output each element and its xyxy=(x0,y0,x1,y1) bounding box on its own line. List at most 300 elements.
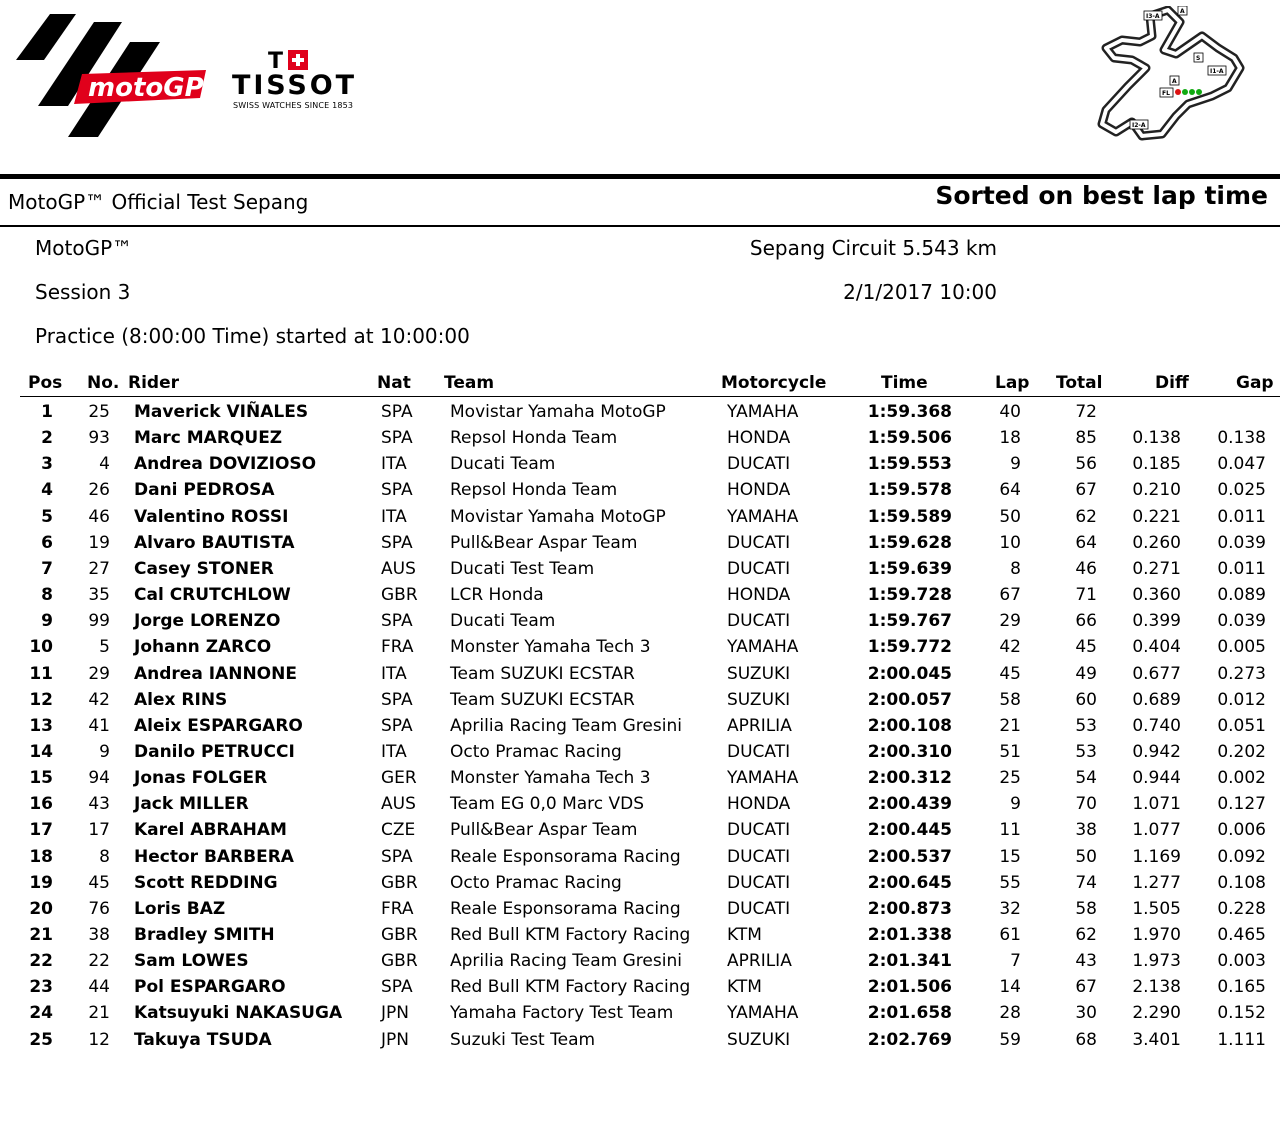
cell-no: 42 xyxy=(88,689,110,710)
cell-diff: 1.970 xyxy=(1132,925,1181,945)
cell-rider: Karel ABRAHAM xyxy=(134,820,287,841)
cell-motorcycle: YAMAHA xyxy=(727,1003,799,1024)
cell-motorcycle: KTM xyxy=(727,925,762,945)
cell-pos: 22 xyxy=(29,951,53,972)
cell-diff: 0.404 xyxy=(1132,637,1181,658)
cell-motorcycle: SUZUKI xyxy=(727,663,791,684)
table-row xyxy=(0,400,1280,426)
cell-time: 1:59.767 xyxy=(867,611,952,632)
cell-team: Monster Yamaha Tech 3 xyxy=(450,768,651,789)
sort-title: Sorted on best lap time xyxy=(935,181,1268,210)
cell-team: Team SUZUKI ECSTAR xyxy=(450,689,635,710)
cell-diff: 0.210 xyxy=(1132,480,1181,501)
cell-diff: 1.505 xyxy=(1132,898,1181,919)
track-map-label: I3-A xyxy=(1146,13,1160,20)
table-row xyxy=(0,426,1280,452)
cell-rider: Valentino ROSSI xyxy=(134,506,289,527)
cell-total: 70 xyxy=(1075,794,1097,815)
cell-no: 26 xyxy=(88,480,110,501)
cell-nat: SPA xyxy=(381,532,413,553)
table-row xyxy=(0,845,1280,871)
cell-lap: 7 xyxy=(1010,951,1021,972)
title-rule xyxy=(0,225,1280,227)
track-map-label: A xyxy=(1180,8,1185,15)
cell-total: 67 xyxy=(1075,480,1097,501)
cell-time: 2:01.341 xyxy=(867,951,952,972)
cell-motorcycle: HONDA xyxy=(727,480,791,501)
cell-time: 1:59.728 xyxy=(867,585,952,606)
cell-rider: Katsuyuki NAKASUGA xyxy=(134,1003,343,1024)
cell-motorcycle: YAMAHA xyxy=(727,637,799,658)
cell-team: Red Bull KTM Factory Racing xyxy=(450,925,691,945)
cell-team: Red Bull KTM Factory Racing xyxy=(450,977,691,998)
cell-diff: 0.221 xyxy=(1132,506,1181,527)
cell-pos: 11 xyxy=(29,663,53,684)
cell-gap: 0.039 xyxy=(1217,532,1266,553)
cell-gap: 0.273 xyxy=(1217,663,1266,684)
cell-total: 85 xyxy=(1075,428,1097,449)
col-diff: Diff xyxy=(1155,373,1189,393)
cell-time: 2:01.506 xyxy=(867,977,952,998)
cell-diff: 1.071 xyxy=(1132,794,1181,815)
cell-team: Ducati Test Team xyxy=(450,558,595,579)
cell-pos: 15 xyxy=(29,768,53,789)
cell-team: Team EG 0,0 Marc VDS xyxy=(450,794,645,815)
col-lap: Lap xyxy=(995,373,1030,393)
cell-pos: 7 xyxy=(41,558,53,579)
cell-rider: Hector BARBERA xyxy=(134,846,294,867)
cell-total: 49 xyxy=(1075,663,1097,684)
tissot-logo xyxy=(232,46,356,112)
cell-team: Pull&Bear Aspar Team xyxy=(450,532,638,553)
cell-total: 67 xyxy=(1075,977,1097,998)
cell-gap: 0.025 xyxy=(1217,480,1266,501)
cell-lap: 55 xyxy=(999,872,1021,893)
cell-gap: 0.006 xyxy=(1217,820,1266,841)
cell-pos: 25 xyxy=(29,1029,53,1050)
header-rule xyxy=(0,174,1280,179)
cell-motorcycle: DUCATI xyxy=(727,820,791,841)
col-team: Team xyxy=(444,373,495,393)
cell-lap: 9 xyxy=(1010,454,1021,475)
cell-total: 53 xyxy=(1075,715,1097,736)
cell-lap: 18 xyxy=(999,428,1021,449)
cell-pos: 1 xyxy=(41,402,53,422)
track-map-label: FL xyxy=(1162,90,1170,97)
cell-nat: GBR xyxy=(381,925,418,945)
cell-lap: 32 xyxy=(999,898,1021,919)
cell-pos: 6 xyxy=(41,532,53,553)
cell-total: 43 xyxy=(1075,951,1097,972)
track-map-label: S xyxy=(1196,55,1201,62)
cell-rider: Takuya TSUDA xyxy=(134,1029,272,1050)
table-row xyxy=(0,557,1280,583)
cell-diff: 0.138 xyxy=(1132,428,1181,449)
cell-pos: 9 xyxy=(41,611,53,632)
cell-nat: SPA xyxy=(381,715,413,736)
cell-lap: 11 xyxy=(999,820,1021,841)
cell-lap: 67 xyxy=(999,585,1021,606)
cell-diff: 3.401 xyxy=(1132,1029,1181,1050)
cell-rider: Pol ESPARGARO xyxy=(134,977,286,998)
motogp-logo-text: motoGP xyxy=(88,73,204,103)
cell-total: 54 xyxy=(1075,768,1097,789)
circuit-info: Sepang Circuit 5.543 km xyxy=(749,236,997,260)
table-row xyxy=(0,609,1280,635)
cell-motorcycle: HONDA xyxy=(727,428,791,449)
col-rider: Rider xyxy=(128,373,179,393)
cell-pos: 24 xyxy=(29,1003,53,1024)
cell-time: 1:59.589 xyxy=(867,506,952,527)
cell-gap: 0.005 xyxy=(1217,637,1266,658)
cell-time: 1:59.368 xyxy=(867,402,952,422)
cell-team: Octo Pramac Racing xyxy=(450,741,622,762)
table-row xyxy=(0,714,1280,740)
cell-lap: 61 xyxy=(999,925,1021,945)
cell-gap: 0.003 xyxy=(1217,951,1266,972)
cell-nat: SPA xyxy=(381,977,413,998)
cell-gap: 0.202 xyxy=(1217,741,1266,762)
track-map-label: I1-A xyxy=(1210,68,1224,75)
table-row xyxy=(0,1028,1280,1054)
cell-total: 74 xyxy=(1075,872,1097,893)
cell-total: 58 xyxy=(1075,898,1097,919)
cell-motorcycle: SUZUKI xyxy=(727,689,791,710)
cell-rider: Scott REDDING xyxy=(134,872,278,893)
cell-gap: 0.465 xyxy=(1217,925,1266,945)
cell-nat: GBR xyxy=(381,951,418,972)
cell-time: 1:59.628 xyxy=(867,532,952,553)
cell-team: Suzuki Test Team xyxy=(450,1029,596,1050)
cell-diff: 1.973 xyxy=(1132,951,1181,972)
cell-gap: 0.138 xyxy=(1217,428,1266,449)
cell-rider: Andrea DOVIZIOSO xyxy=(134,454,317,475)
cell-lap: 40 xyxy=(999,402,1021,422)
cell-rider: Alex RINS xyxy=(134,689,228,710)
cell-pos: 2 xyxy=(41,428,53,449)
col-motorcycle: Motorcycle xyxy=(721,373,827,393)
cell-lap: 9 xyxy=(1010,794,1021,815)
cell-lap: 8 xyxy=(1010,558,1021,579)
cell-time: 2:00.108 xyxy=(867,715,952,736)
cell-pos: 13 xyxy=(29,715,53,736)
cell-nat: SPA xyxy=(381,611,413,632)
cell-team: Team SUZUKI ECSTAR xyxy=(450,663,635,684)
cell-no: 35 xyxy=(88,585,110,606)
cell-motorcycle: HONDA xyxy=(727,585,791,606)
table-row xyxy=(0,740,1280,766)
cell-motorcycle: APRILIA xyxy=(727,951,792,972)
cell-no: 46 xyxy=(88,506,110,527)
col-nat: Nat xyxy=(377,373,411,393)
cell-time: 2:00.045 xyxy=(867,663,952,684)
cell-pos: 12 xyxy=(29,689,53,710)
cell-no: 12 xyxy=(88,1029,110,1050)
cell-team: Movistar Yamaha MotoGP xyxy=(450,506,666,527)
cell-diff: 2.290 xyxy=(1132,1003,1181,1024)
cell-gap: 0.165 xyxy=(1217,977,1266,998)
cell-nat: CZE xyxy=(381,820,416,841)
cell-no: 22 xyxy=(88,951,110,972)
cell-total: 68 xyxy=(1075,1029,1097,1050)
cell-pos: 16 xyxy=(29,794,53,815)
cell-pos: 20 xyxy=(29,898,53,919)
cell-time: 2:00.439 xyxy=(867,794,952,815)
cell-rider: Loris BAZ xyxy=(134,898,226,919)
cell-total: 64 xyxy=(1075,532,1097,553)
cell-rider: Jorge LORENZO xyxy=(134,611,281,632)
cell-team: Repsol Honda Team xyxy=(450,428,618,449)
cell-lap: 28 xyxy=(999,1003,1021,1024)
cell-no: 17 xyxy=(88,820,110,841)
cell-diff: 1.169 xyxy=(1132,846,1181,867)
cell-motorcycle: YAMAHA xyxy=(727,506,799,527)
cell-team: Ducati Team xyxy=(450,454,556,475)
svg-text:T: T xyxy=(268,49,284,74)
table-row xyxy=(0,662,1280,688)
cell-time: 1:59.639 xyxy=(867,558,952,579)
cell-lap: 50 xyxy=(999,506,1021,527)
cell-time: 2:00.310 xyxy=(867,741,952,762)
cell-time: 1:59.578 xyxy=(867,480,952,501)
cell-nat: FRA xyxy=(381,637,414,658)
cell-motorcycle: YAMAHA xyxy=(727,768,799,789)
cell-nat: SPA xyxy=(381,402,413,422)
cell-lap: 15 xyxy=(999,846,1021,867)
cell-pos: 14 xyxy=(29,741,53,762)
cell-time: 2:01.338 xyxy=(867,925,952,945)
cell-diff: 0.677 xyxy=(1132,663,1181,684)
track-map-label: I2-A xyxy=(1132,122,1146,129)
cell-team: Reale Esponsorama Racing xyxy=(450,898,681,919)
cell-lap: 51 xyxy=(999,741,1021,762)
cell-gap: 0.051 xyxy=(1217,715,1266,736)
cell-lap: 64 xyxy=(999,480,1021,501)
cell-lap: 14 xyxy=(999,977,1021,998)
cell-nat: ITA xyxy=(381,663,407,684)
cell-gap: 0.228 xyxy=(1217,898,1266,919)
cell-no: 44 xyxy=(88,977,110,998)
cell-nat: SPA xyxy=(381,480,413,501)
table-row xyxy=(0,871,1280,897)
cell-diff: 0.360 xyxy=(1132,585,1181,606)
cell-team: Yamaha Factory Test Team xyxy=(450,1003,674,1024)
table-row xyxy=(0,452,1280,478)
table-row xyxy=(0,478,1280,504)
cell-diff: 0.944 xyxy=(1132,768,1181,789)
cell-nat: SPA xyxy=(381,846,413,867)
cell-lap: 58 xyxy=(999,689,1021,710)
cell-gap: 0.092 xyxy=(1217,846,1266,867)
cell-total: 56 xyxy=(1075,454,1097,475)
tissot-tagline: SWISS WATCHES SINCE 1853 xyxy=(233,101,353,110)
cell-gap: 0.108 xyxy=(1217,872,1266,893)
cell-pos: 3 xyxy=(41,454,53,475)
cell-total: 60 xyxy=(1075,689,1097,710)
cell-rider: Casey STONER xyxy=(134,558,274,579)
cell-team: Pull&Bear Aspar Team xyxy=(450,820,638,841)
cell-time: 2:00.873 xyxy=(867,898,952,919)
header-underline xyxy=(20,396,1280,397)
cell-motorcycle: YAMAHA xyxy=(727,402,799,422)
cell-total: 30 xyxy=(1075,1003,1097,1024)
table-row xyxy=(0,688,1280,714)
cell-nat: JPN xyxy=(381,1003,409,1024)
cell-total: 71 xyxy=(1075,585,1097,606)
cell-gap: 0.011 xyxy=(1217,558,1266,579)
cell-motorcycle: DUCATI xyxy=(727,898,791,919)
cell-gap: 1.111 xyxy=(1217,1029,1266,1050)
cell-total: 62 xyxy=(1075,506,1097,527)
cell-motorcycle: DUCATI xyxy=(727,611,791,632)
cell-motorcycle: DUCATI xyxy=(727,454,791,475)
cell-motorcycle: DUCATI xyxy=(727,872,791,893)
cell-nat: SPA xyxy=(381,689,413,710)
table-row xyxy=(0,975,1280,1001)
table-row xyxy=(0,792,1280,818)
session-name: Session 3 xyxy=(35,280,131,304)
cell-rider: Jack MILLER xyxy=(134,794,249,815)
cell-team: Repsol Honda Team xyxy=(450,480,618,501)
cell-gap: 0.002 xyxy=(1217,768,1266,789)
cell-rider: Danilo PETRUCCI xyxy=(134,741,295,762)
cell-team: Ducati Team xyxy=(450,611,556,632)
cell-total: 53 xyxy=(1075,741,1097,762)
cell-motorcycle: DUCATI xyxy=(727,846,791,867)
cell-time: 2:00.312 xyxy=(867,768,952,789)
cell-rider: Cal CRUTCHLOW xyxy=(134,585,291,606)
cell-rider: Aleix ESPARGARO xyxy=(134,715,303,736)
cell-no: 29 xyxy=(88,663,110,684)
cell-total: 72 xyxy=(1075,402,1097,422)
cell-no: 43 xyxy=(88,794,110,815)
event-title: MotoGP™ Official Test Sepang xyxy=(8,190,309,214)
cell-rider: Andrea IANNONE xyxy=(134,663,297,684)
cell-lap: 10 xyxy=(999,532,1021,553)
table-row xyxy=(0,531,1280,557)
cell-team: Aprilia Racing Team Gresini xyxy=(450,951,682,972)
cell-pos: 21 xyxy=(29,925,53,945)
practice-info: Practice (8:00:00 Time) started at 10:00:00 xyxy=(35,324,470,348)
cell-team: Aprilia Racing Team Gresini xyxy=(450,715,682,736)
cell-nat: AUS xyxy=(381,558,416,579)
cell-nat: JPN xyxy=(381,1029,409,1050)
cell-nat: ITA xyxy=(381,741,407,762)
cell-lap: 21 xyxy=(999,715,1021,736)
cell-diff: 0.185 xyxy=(1132,454,1181,475)
class-name: MotoGP™ xyxy=(35,236,133,260)
cell-team: LCR Honda xyxy=(450,585,544,606)
col-pos: Pos xyxy=(28,373,63,393)
cell-rider: Dani PEDROSA xyxy=(134,480,275,501)
cell-diff: 0.942 xyxy=(1132,741,1181,762)
cell-motorcycle: DUCATI xyxy=(727,741,791,762)
cell-diff: 0.689 xyxy=(1132,689,1181,710)
cell-diff: 0.271 xyxy=(1132,558,1181,579)
cell-rider: Jonas FOLGER xyxy=(134,768,268,789)
cell-nat: FRA xyxy=(381,898,414,919)
cell-nat: AUS xyxy=(381,794,416,815)
cell-time: 2:02.769 xyxy=(867,1029,952,1050)
motogp-logo xyxy=(10,12,210,137)
cell-total: 66 xyxy=(1075,611,1097,632)
cell-gap: 0.089 xyxy=(1217,585,1266,606)
cell-motorcycle: SUZUKI xyxy=(727,1029,791,1050)
col-no: No. xyxy=(87,373,120,393)
cell-diff: 0.260 xyxy=(1132,532,1181,553)
cell-diff: 1.077 xyxy=(1132,820,1181,841)
cell-time: 2:00.645 xyxy=(867,872,952,893)
cell-lap: 29 xyxy=(999,611,1021,632)
cell-lap: 59 xyxy=(999,1029,1021,1050)
cell-lap: 42 xyxy=(999,637,1021,658)
cell-motorcycle: APRILIA xyxy=(727,715,792,736)
cell-nat: GER xyxy=(381,768,417,789)
cell-no: 94 xyxy=(88,768,110,789)
cell-pos: 19 xyxy=(29,872,53,893)
cell-motorcycle: DUCATI xyxy=(727,558,791,579)
cell-total: 46 xyxy=(1075,558,1097,579)
cell-no: 93 xyxy=(88,428,110,449)
cell-nat: ITA xyxy=(381,454,407,475)
table-row xyxy=(0,818,1280,844)
cell-rider: Sam LOWES xyxy=(134,951,249,972)
cell-no: 38 xyxy=(88,925,110,945)
cell-no: 41 xyxy=(88,715,110,736)
cell-motorcycle: HONDA xyxy=(727,794,791,815)
cell-no: 21 xyxy=(88,1003,110,1024)
cell-no: 45 xyxy=(88,872,110,893)
cell-rider: Johann ZARCO xyxy=(134,637,272,658)
cell-total: 38 xyxy=(1075,820,1097,841)
cell-pos: 5 xyxy=(41,506,53,527)
cell-no: 4 xyxy=(99,454,110,475)
session-datetime: 2/1/2017 10:00 xyxy=(843,280,997,304)
cell-pos: 4 xyxy=(41,480,53,501)
cell-gap: 0.127 xyxy=(1217,794,1266,815)
cell-time: 2:00.445 xyxy=(867,820,952,841)
cell-time: 2:00.057 xyxy=(867,689,952,710)
table-row xyxy=(0,583,1280,609)
cell-total: 45 xyxy=(1075,637,1097,658)
cell-pos: 18 xyxy=(29,846,53,867)
cell-no: 27 xyxy=(88,558,110,579)
cell-nat: GBR xyxy=(381,585,418,606)
col-total: Total xyxy=(1056,373,1103,393)
cell-total: 62 xyxy=(1075,925,1097,945)
col-gap: Gap xyxy=(1236,373,1274,393)
track-map xyxy=(1092,6,1250,144)
cell-nat: GBR xyxy=(381,872,418,893)
cell-no: 99 xyxy=(88,611,110,632)
cell-diff: 0.740 xyxy=(1132,715,1181,736)
start-lights-icon xyxy=(1175,89,1202,95)
table-row xyxy=(0,1001,1280,1027)
cell-nat: ITA xyxy=(381,506,407,527)
cell-time: 1:59.506 xyxy=(867,428,952,449)
table-row xyxy=(0,635,1280,661)
cell-no: 19 xyxy=(88,532,110,553)
cell-nat: SPA xyxy=(381,428,413,449)
table-row xyxy=(0,766,1280,792)
table-row xyxy=(0,897,1280,923)
table-row xyxy=(0,949,1280,975)
cell-gap: 0.152 xyxy=(1217,1003,1266,1024)
cell-time: 1:59.772 xyxy=(867,637,952,658)
table-row xyxy=(0,505,1280,531)
cell-lap: 25 xyxy=(999,768,1021,789)
cell-total: 50 xyxy=(1075,846,1097,867)
